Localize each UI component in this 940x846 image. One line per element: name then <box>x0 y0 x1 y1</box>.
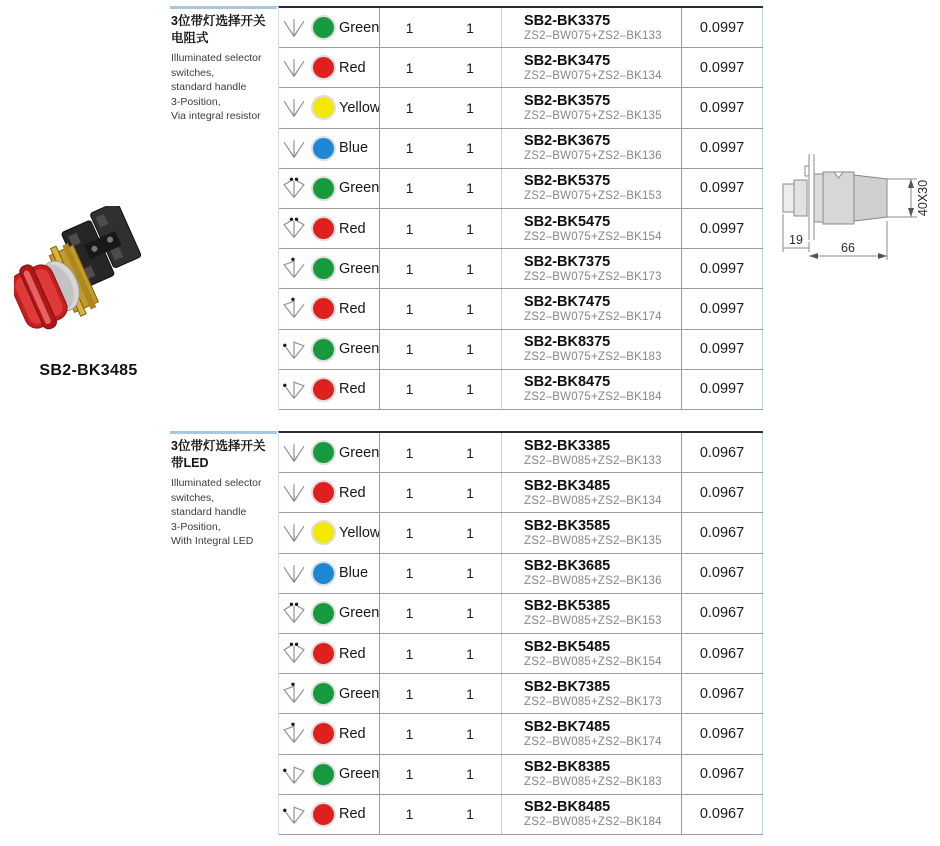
weight-cell: 0.0967 <box>681 594 763 633</box>
color-dot <box>313 178 334 199</box>
color-name: Red <box>339 725 366 742</box>
color-cell <box>279 289 379 328</box>
qty-pack-cell: 1 <box>466 524 474 541</box>
sel3-maintained-icon <box>280 441 308 464</box>
qty-min-cell: 1 <box>379 674 439 713</box>
qty-min-cell: 1 <box>379 249 439 288</box>
table-row <box>279 513 763 553</box>
color-cell <box>279 370 379 409</box>
table-row <box>279 634 763 674</box>
model-composition: ZS2–BW085+ZS2–BK174 <box>524 735 662 748</box>
table-row <box>279 129 763 169</box>
model-composition: ZS2–BW075+ZS2–BK183 <box>524 351 662 364</box>
color-cell <box>279 795 379 834</box>
section-1-description <box>171 13 281 124</box>
sel3-spring-right-icon <box>280 378 308 401</box>
color-cell <box>279 88 379 127</box>
section-accent-line <box>170 431 277 434</box>
qty-min-cell: 1 <box>379 433 439 472</box>
color-cell <box>279 330 379 369</box>
weight-cell: 0.0997 <box>681 88 763 127</box>
model-number: SB2-BK3475 <box>524 52 611 69</box>
model-composition: ZS2–BW085+ZS2–BK173 <box>524 695 662 708</box>
color-cell <box>279 634 379 673</box>
sel3-spring-left-icon <box>280 682 308 705</box>
model-number: SB2-BK7485 <box>524 718 611 735</box>
color-cell <box>279 594 379 633</box>
section-title-zh: 3位带灯选择开关 <box>171 439 266 453</box>
qty-min-cell: 1 <box>379 370 439 409</box>
model-cell <box>501 473 681 512</box>
table-row <box>279 433 763 473</box>
model-cell <box>501 249 681 288</box>
color-name: Blue <box>339 140 369 157</box>
qty-min-cell: 1 <box>379 554 439 593</box>
sel3-spring-right-icon <box>280 803 308 826</box>
section-desc-en: 3-Position, <box>171 520 221 533</box>
section-desc-en: Illuminated selector <box>171 52 262 64</box>
table-row <box>279 88 763 128</box>
sel3-spring-left-icon <box>280 257 308 280</box>
color-name: Green <box>339 180 380 197</box>
qty-pack-cell: 1 <box>466 806 474 823</box>
table-row <box>279 289 763 329</box>
table-row <box>279 674 763 714</box>
color-name: Red <box>339 300 366 317</box>
model-cell <box>501 8 681 47</box>
weight-cell: 0.0967 <box>681 795 763 834</box>
product-caption: SB2-BK3485 <box>39 362 138 379</box>
weight-cell: 0.0967 <box>681 714 763 753</box>
qty-pack-cell: 1 <box>466 605 474 622</box>
color-dot <box>313 482 334 503</box>
model-composition: ZS2–BW085+ZS2–BK136 <box>524 575 662 588</box>
color-cell <box>279 129 379 168</box>
model-composition: ZS2–BW075+ZS2–BK133 <box>524 29 662 42</box>
section-2-description <box>171 438 281 549</box>
model-number: SB2-BK5475 <box>524 213 611 230</box>
color-dot <box>313 764 334 785</box>
weight-cell: 0.0967 <box>681 473 763 512</box>
model-composition: ZS2–BW075+ZS2–BK153 <box>524 190 662 203</box>
sel3-spring-both-icon <box>280 217 308 240</box>
color-cell <box>279 8 379 47</box>
section-title-zh: 电阻式 <box>171 30 209 45</box>
product-table-led <box>278 431 763 835</box>
weight-cell: 0.0997 <box>681 8 763 47</box>
color-dot <box>313 57 334 78</box>
color-name: Red <box>339 220 366 237</box>
weight-cell: 0.0967 <box>681 554 763 593</box>
sel3-spring-both-icon <box>280 642 308 665</box>
model-composition: ZS2–BW085+ZS2–BK153 <box>524 615 662 628</box>
weight-cell: 0.0997 <box>681 209 763 248</box>
sel3-spring-left-icon <box>280 297 308 320</box>
qty-min-cell: 1 <box>379 634 439 673</box>
sel3-maintained-icon <box>280 56 308 79</box>
product-photo-red-selector-switch <box>14 206 166 358</box>
section-desc-en: 3-Position, <box>171 95 221 108</box>
qty-min-cell: 1 <box>379 48 439 87</box>
color-dot <box>313 258 334 279</box>
color-dot <box>313 723 334 744</box>
section-desc-en: switches, <box>171 491 215 504</box>
qty-min-cell: 1 <box>379 473 439 512</box>
weight-cell: 0.0997 <box>681 48 763 87</box>
qty-pack-cell: 1 <box>466 725 474 742</box>
section-desc-en: With Integral LED <box>171 535 254 548</box>
qty-pack-cell: 1 <box>466 565 474 582</box>
model-number: SB2-BK5375 <box>524 173 611 190</box>
qty-pack-cell: 1 <box>466 140 474 157</box>
color-cell <box>279 674 379 713</box>
color-name: Green <box>339 605 380 622</box>
sel3-maintained-icon <box>280 521 308 544</box>
color-dot <box>313 603 334 624</box>
section-desc-en: Illuminated selector <box>171 477 262 489</box>
color-name: Green <box>339 19 380 36</box>
color-cell <box>279 473 379 512</box>
color-cell <box>279 249 379 288</box>
qty-min-cell: 1 <box>379 289 439 328</box>
color-name: Red <box>339 806 366 823</box>
sel3-maintained-icon <box>280 96 308 119</box>
table-row <box>279 755 763 795</box>
table-row <box>279 48 763 88</box>
model-composition: ZS2–BW075+ZS2–BK184 <box>524 391 662 404</box>
model-cell <box>501 554 681 593</box>
qty-min-cell: 1 <box>379 88 439 127</box>
model-composition: ZS2–BW085+ZS2–BK135 <box>524 534 662 547</box>
model-cell <box>501 634 681 673</box>
qty-min-cell: 1 <box>379 209 439 248</box>
qty-min-cell: 1 <box>379 330 439 369</box>
sel3-spring-right-icon <box>280 763 308 786</box>
color-name: Green <box>339 341 380 358</box>
weight-cell: 0.0967 <box>681 433 763 472</box>
model-cell <box>501 594 681 633</box>
color-dot <box>313 522 334 543</box>
sel3-spring-left-icon <box>280 722 308 745</box>
model-number: SB2-BK3485 <box>524 477 611 494</box>
section-accent-line <box>170 6 277 9</box>
model-number: SB2-BK8475 <box>524 374 611 391</box>
dim-label-face: 40X30 <box>916 179 930 217</box>
weight-cell: 0.0967 <box>681 755 763 794</box>
table-row <box>279 169 763 209</box>
table-row <box>279 795 763 835</box>
model-cell <box>501 330 681 369</box>
qty-pack-cell: 1 <box>466 99 474 116</box>
model-composition: ZS2–BW085+ZS2–BK134 <box>524 494 662 507</box>
model-composition: ZS2–BW075+ZS2–BK173 <box>524 270 662 283</box>
qty-pack-cell: 1 <box>466 341 474 358</box>
model-cell <box>501 714 681 753</box>
qty-pack-cell: 1 <box>466 444 474 461</box>
model-number: SB2-BK3585 <box>524 517 611 534</box>
model-cell <box>501 48 681 87</box>
table-row <box>279 330 763 370</box>
model-cell <box>501 169 681 208</box>
model-number: SB2-BK3375 <box>524 12 611 29</box>
model-number: SB2-BK3575 <box>524 92 611 109</box>
color-dot <box>313 442 334 463</box>
table-row <box>279 714 763 754</box>
dim-label-body: 66 <box>841 241 855 255</box>
qty-min-cell: 1 <box>379 169 439 208</box>
model-number: SB2-BK3685 <box>524 558 611 575</box>
model-number: SB2-BK8385 <box>524 759 611 776</box>
model-number: SB2-BK3385 <box>524 437 611 454</box>
sel3-maintained-icon <box>280 16 308 39</box>
section-desc-en: standard handle <box>171 81 247 94</box>
color-dot <box>313 683 334 704</box>
model-cell <box>501 795 681 834</box>
color-name: Red <box>339 381 366 398</box>
color-name: Green <box>339 766 380 783</box>
qty-pack-cell: 1 <box>466 19 474 36</box>
table-row <box>279 370 763 410</box>
qty-min-cell: 1 <box>379 8 439 47</box>
weight-cell: 0.0967 <box>681 634 763 673</box>
weight-cell: 0.0967 <box>681 513 763 552</box>
table-row <box>279 249 763 289</box>
table-row <box>279 473 763 513</box>
model-composition: ZS2–BW075+ZS2–BK174 <box>524 310 662 323</box>
color-cell <box>279 554 379 593</box>
model-number: SB2-BK8375 <box>524 334 611 351</box>
qty-pack-cell: 1 <box>466 300 474 317</box>
qty-pack-cell: 1 <box>466 381 474 398</box>
model-cell <box>501 289 681 328</box>
color-name: Red <box>339 645 366 662</box>
model-cell <box>501 129 681 168</box>
color-cell <box>279 714 379 753</box>
weight-cell: 0.0997 <box>681 169 763 208</box>
color-cell <box>279 48 379 87</box>
qty-min-cell: 1 <box>379 513 439 552</box>
weight-cell: 0.0997 <box>681 129 763 168</box>
color-cell <box>279 433 379 472</box>
model-composition: ZS2–BW075+ZS2–BK134 <box>524 69 662 82</box>
sel3-spring-right-icon <box>280 338 308 361</box>
model-composition: ZS2–BW085+ZS2–BK154 <box>524 655 662 668</box>
table-row <box>279 554 763 594</box>
color-dot <box>313 17 334 38</box>
qty-min-cell: 1 <box>379 755 439 794</box>
model-number: SB2-BK5485 <box>524 638 611 655</box>
model-cell <box>501 370 681 409</box>
table-row <box>279 594 763 634</box>
model-composition: ZS2–BW075+ZS2–BK135 <box>524 109 662 122</box>
qty-pack-cell: 1 <box>466 260 474 277</box>
model-composition: ZS2–BW075+ZS2–BK154 <box>524 230 662 243</box>
color-name: Green <box>339 444 380 461</box>
color-name: Green <box>339 260 380 277</box>
model-number: SB2-BK8485 <box>524 799 611 816</box>
model-cell <box>501 88 681 127</box>
model-cell <box>501 209 681 248</box>
sel3-maintained-icon <box>280 137 308 160</box>
qty-pack-cell: 1 <box>466 180 474 197</box>
color-dot <box>313 643 334 664</box>
color-dot <box>313 218 334 239</box>
color-dot <box>313 563 334 584</box>
sel3-spring-both-icon <box>280 602 308 625</box>
sel3-spring-both-icon <box>280 177 308 200</box>
color-name: Blue <box>339 565 369 582</box>
section-desc-en: switches, <box>171 66 215 79</box>
weight-cell: 0.0997 <box>681 249 763 288</box>
qty-min-cell: 1 <box>379 795 439 834</box>
color-dot <box>313 298 334 319</box>
model-composition: ZS2–BW085+ZS2–BK184 <box>524 816 662 829</box>
product-table-resistor <box>278 6 763 410</box>
model-composition: ZS2–BW075+ZS2–BK136 <box>524 150 662 163</box>
color-dot <box>313 379 334 400</box>
color-name: Yellow <box>339 99 381 116</box>
color-name: Yellow <box>339 524 381 541</box>
model-number: SB2-BK5385 <box>524 598 611 615</box>
section-desc-en: standard handle <box>171 506 247 519</box>
color-name: Red <box>339 59 366 76</box>
weight-cell: 0.0997 <box>681 289 763 328</box>
qty-min-cell: 1 <box>379 594 439 633</box>
model-number: SB2-BK7385 <box>524 678 611 695</box>
color-cell <box>279 209 379 248</box>
color-dot <box>313 97 334 118</box>
qty-pack-cell: 1 <box>466 59 474 76</box>
section-title-zh: 3位带灯选择开关 <box>171 14 266 28</box>
table-row <box>279 8 763 48</box>
model-composition: ZS2–BW085+ZS2–BK133 <box>524 454 662 467</box>
qty-min-cell: 1 <box>379 714 439 753</box>
qty-pack-cell: 1 <box>466 484 474 501</box>
color-cell <box>279 169 379 208</box>
color-cell <box>279 513 379 552</box>
color-dot <box>313 138 334 159</box>
qty-pack-cell: 1 <box>466 685 474 702</box>
color-dot <box>313 804 334 825</box>
color-name: Green <box>339 685 380 702</box>
model-number: SB2-BK7375 <box>524 253 611 270</box>
section-desc-en: Via integral resistor <box>171 110 261 123</box>
color-cell <box>279 755 379 794</box>
weight-cell: 0.0997 <box>681 370 763 409</box>
dim-label-head: 19 <box>789 233 803 247</box>
sel3-maintained-icon <box>280 562 308 585</box>
dimension-drawing <box>775 148 940 268</box>
qty-pack-cell: 1 <box>466 645 474 662</box>
qty-min-cell: 1 <box>379 129 439 168</box>
model-cell <box>501 513 681 552</box>
color-dot <box>313 339 334 360</box>
model-cell <box>501 755 681 794</box>
weight-cell: 0.0967 <box>681 674 763 713</box>
qty-pack-cell: 1 <box>466 220 474 237</box>
model-composition: ZS2–BW085+ZS2–BK183 <box>524 776 662 789</box>
model-cell <box>501 674 681 713</box>
model-cell <box>501 433 681 472</box>
section-title-zh: 带LED <box>171 455 209 470</box>
color-name: Red <box>339 484 366 501</box>
model-number: SB2-BK3675 <box>524 133 611 150</box>
weight-cell: 0.0997 <box>681 330 763 369</box>
model-number: SB2-BK7475 <box>524 293 611 310</box>
table-row <box>279 209 763 249</box>
sel3-maintained-icon <box>280 481 308 504</box>
qty-pack-cell: 1 <box>466 766 474 783</box>
